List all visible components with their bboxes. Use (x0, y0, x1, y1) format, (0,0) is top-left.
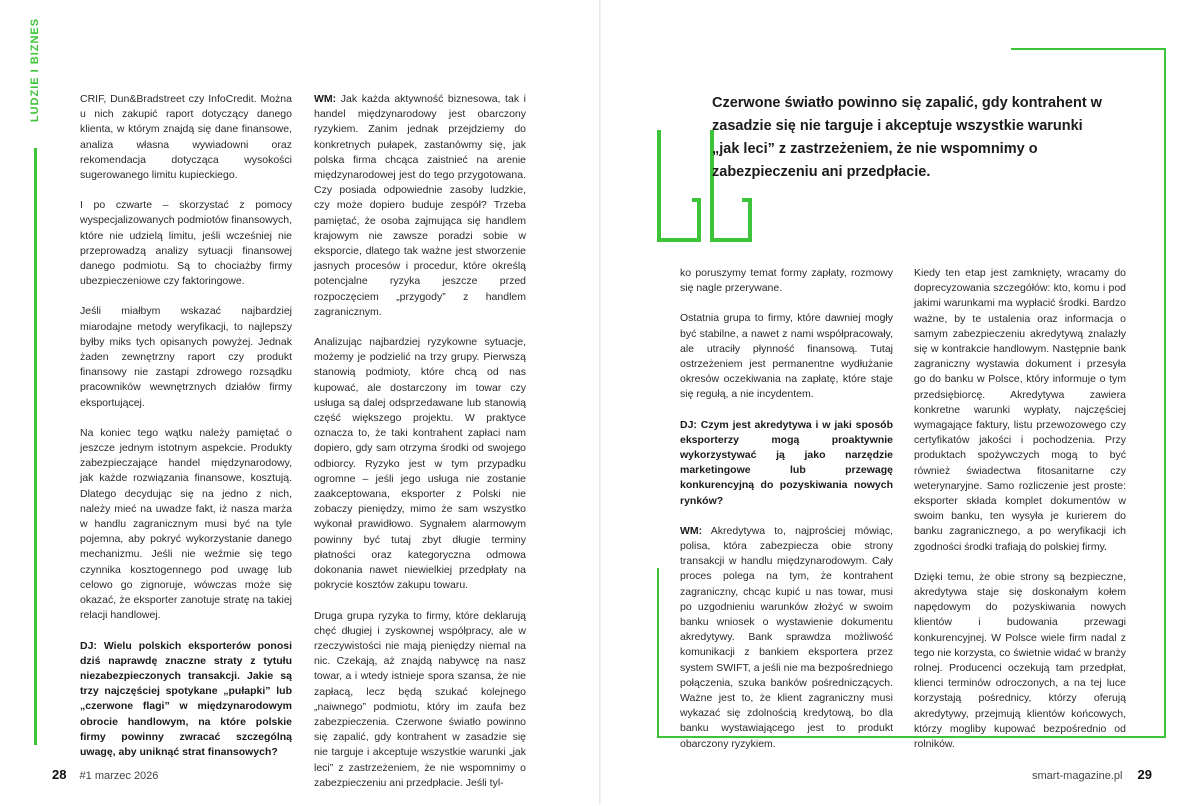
paragraph: Dzięki temu, że obie strony są bezpieczne, akredytywa staje się doskonałym kołem napędowym do pozyskiwania nowych klientów i budowania przewagi konkurencyjnej. W Polsce wiele firm nadal z tego nie korzysta, co świetnie widać w branży rolnej. Producenci oczekują tam przedpłat, klienci terminów odroczonych, a na tej luce korzystają pośrednicy, którzy oferują akredytywy, przejmują klientów końcowych, którzy mogliby kupować bezpośrednio od rolników. (914, 570, 1126, 751)
left-column-2 (314, 92, 526, 806)
page-number: 29 (1137, 767, 1153, 782)
section-label: LUDZIE I BIZNES (29, 17, 41, 123)
paragraph: ko poruszymy temat formy zapłaty, rozmowy się nagle przerywane. (680, 267, 893, 295)
paragraph: Analizując najbardziej ryzykowne sytuacje, możemy je podzielić na trzy grupy. Pierwszą stanowią podmioty, które chcą od nas kupować, ale dostarczony im towar czy usługa są dalej odsprzedawane lub stanowią część większego projektu. W praktyce oznacza to, że taki kontrahent zapłaci nam dopiero, gdy sam otrzyma środki od swojego odbiorcy. Ryzyko jest w tym przypadku ogromne – jeśli jego usługa nie zostanie zaakceptowana, eksporter z Polski nie zobaczy pieniędzy, mimo że sam wszystko wykonał prawidłowo. Sygnałem alarmowym powinny być tutaj zbyt długie terminy płatności oraz kategoryczna odmowa dokonania nawet niewielkiej przedpłaty na pokrycie kosztów zakupu towaru. (314, 336, 526, 592)
paragraph: Ostatnia grupa to firmy, które dawniej mogły być stabilne, a nawet z nami współpracowały, ale utraciły płynność finansową. Tutaj ostrzeżeniem jest permanentne wydłużanie okresów oczekiwania na zapłatę, które staje się regułą, a nie incydentem. (680, 312, 893, 401)
quote-frame-line (1011, 48, 1165, 50)
answer-paragraph: WM: Akredytywa to, najprościej mówiąc, polisa, która zabezpiecza obie strony transakcji w handlu międzynarodowym. Cały proces polega na tym, że kontrahent zagraniczny, chcąc kupić u nas towar, musi po uzgodnieniu warunków złożyć w swoim banku wniosek o wystawienie dokumentu akredytywy. Bank sprawdza możliwość komunikacji z bankiem eksportera przez system SWIFT, a jeśli nie ma bezpośredniego połączenia, szuka banków pośredniczących. Ważne jest to, że klient zagraniczny musi wykazać się zdolnością kredytową, bo dla banku wystawiającego jest to produkt obarczony ryzykiem. (680, 524, 893, 750)
right-column-2 (914, 266, 1126, 767)
interview-question: DJ: Wielu polskich eksporterów ponosi dziś naprawdę znaczne straty z tytułu niezabezpieczonych transakcji. Jakie są trzy najczęściej spotykane „pułapki” lub „czerwone flagi” w międzynarodowym obrocie handlowym, na które polskie firmy powinny zwracać szczególną uwagę, aby uniknąć strat finansowych? (80, 639, 292, 758)
section-tab (27, 17, 43, 123)
right-footer (1032, 767, 1152, 782)
paragraph: Na koniec tego wątku należy pamiętać o jeszcze jednym istotnym aspekcie. Produkty zabezpieczające handel międzynarodowy, jak każde rozwiązania finansowe, kosztują. Dlatego decydując się na jedno z nich, należy mieć na uwadze fakt, iż nasza marża w handlu zagranicznym musi być na tyle pojemna, aby pokryć wykorzystanie danego mechanizmu. Jeśli nie weźmie się tego czynnika kosztogennego pod uwagę lub celowo go zignoruje, wówczas może się okazać, że eksporter zanotuje stratę na takiej relacji handlowej. (80, 426, 292, 622)
page-number: 28 (52, 767, 67, 782)
left-column-1 (80, 92, 292, 775)
paragraph: Kiedy ten etap jest zamknięty, wracamy do doprecyzowania szczegółów: kto, komu i pod jakimi warunkami ma wypłacić środki. Bardzo ważne, by te ustalenia oraz informacja o samym zabezpieczeniu akredytywą znalazły się w kontrakcie handlowym. Następnie bank zagraniczny wystawia dokument i przesyła go do banku w Polsce, który informuje o tym przedsiębiorcę. Akredytywa zawiera konkretne warunki wypłaty, najczęściej wymagające faktury, listu przewozowego czy certyfikatów jakości i pochodzenia. Przy produktach spożywczych mogą to być również świadectwa fitosanitarne czy weterynaryjne. Samo rozliczenie jest proste: eksporter składa komplet dokumentów w swoim banku, ten wysyła je kurierem do banku zagranicznego, a po weryfikacji ich zgodności środki trafiają do polskiej firmy. (914, 267, 1126, 553)
site-url: smart-magazine.pl (1032, 770, 1123, 782)
issue-label: #1 marzec 2026 (79, 770, 159, 782)
interview-question: DJ: Czym jest akredytywa i w jaki sposób eksporterzy mogą proaktywnie wykorzystywać ją jako narzędzie marketingowe lub przewagę konkurencyjną do pozyskiwania nowych rynków? (680, 418, 893, 507)
paragraph: CRIF, Dun&Bradstreet czy InfoCredit. Można u nich zakupić raport dotyczący danego klienta, w którym znajdą się dane finansowe, analiza własna wywiadowni oraz rekomendacja dotycząca wysokości sugerowanego limitu kupieckiego. (80, 93, 292, 182)
pull-quote: Czerwone światło powinno się zapalić, gdy kontrahent w zasadzie się nie targuje i akceptuje wszystkie warunki „jak leci” z zastrzeżeniem, że nie wspomnimy o zabezpieczeniu ani przedpłacie. (712, 95, 1102, 180)
paragraph: Druga grupa ryzyka to firmy, które deklarują chęć długiej i zyskownej współpracy, ale w rzeczywistości nie mają pieniędzy niemal na nic. Czekają, aż znajdą nabywcę na nasz towar, a i wtedy istnieje spora szansa, że nie zapłacą, lecz będą szukać kolejnego „naiwnego” podmiotu, który im zaufa bez zabezpieczenia. Czerwone światło powinno się zapalić, gdy kontrahent w zasadzie się nie targuje i akceptuje wszystkie warunki „jak leci” z zastrzeżeniem, że nie wspomnimy o zabezpieczeniu ani przedpłacie. Jeśli tyl- (314, 609, 526, 789)
answer-paragraph: WM: Jak każda aktywność biznesowa, tak i handel międzynarodowy jest obarczony ryzykiem. Zanim jednak przejdziemy do konkretnych pułapek, zastanówmy się, jak polska firma chcąca zaistnieć na arenie międzynarodowej jest do tego przygotowana. Czy posiada odpowiednie zasoby ludzkie, czy może dopiero buduje zespół? Trzeba pamiętać, że osoba zajmująca się handlem krajowym nie zawsze poradzi sobie w eksporcie, dlatego tak ważne jest stworzenie jasnych procesów i procedur, które określą potencjalne ryzyka jeszcze przed rozpoczęciem „przygody” z handlem zagranicznym. (314, 93, 526, 318)
paragraph: Jeśli miałbym wskazać najbardziej miarodajne metody weryfikacji, to najlepszy byłby miks tych opisanych powyżej. Jednak żaden zewnętrzny raport czy produkt finansowy nie zastąpi zdrowego rozsądku pracowników wewnętrznych działów firmy eksportującej. (80, 305, 292, 409)
right-column-1 (680, 266, 893, 767)
spread-gutter (599, 0, 601, 805)
section-accent-line (34, 148, 37, 745)
quote-frame-line (1164, 48, 1166, 738)
quote-frame-line (657, 568, 659, 738)
paragraph: I po czwarte – skorzystać z pomocy wyspecjalizowanych podmiotów finansowych, które nie udzielą limitu, jeśli wcześniej nie przeprowadzą analizy sytuacji finansowej danego podmiotu. Są to chociażby firmy ubezpieczeniowe czy faktoringowe. (80, 199, 292, 288)
speaker-label: WM: (680, 524, 703, 537)
left-footer (52, 767, 158, 782)
speaker-label: WM: (314, 93, 337, 105)
